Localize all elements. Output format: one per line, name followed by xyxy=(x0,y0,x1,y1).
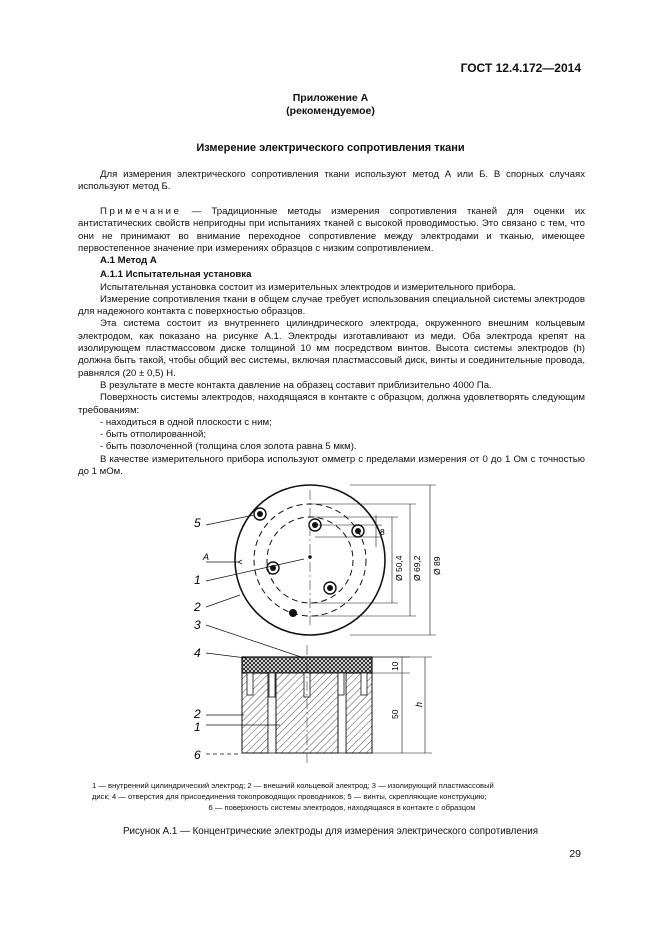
legend-line: диск; 4 — отверстия для присоединения токопроводящих проводников; 5 — винты, скрепляющие конструкцию; xyxy=(92,792,487,802)
label-6: 6 xyxy=(194,748,201,762)
legend-line: 6 — поверхность системы электродов, находящаяся в контакте с образцом xyxy=(208,803,476,813)
appendix-title: Приложение А xyxy=(292,92,369,104)
leader-line xyxy=(206,653,246,658)
screw-head-icon xyxy=(355,528,361,534)
method-a-block xyxy=(78,255,585,478)
label-3: 3 xyxy=(194,618,201,632)
screw-bore xyxy=(269,673,275,697)
side-view xyxy=(193,618,432,765)
center-point-icon xyxy=(308,555,312,559)
dim-50: 50 xyxy=(390,709,400,719)
requirement-item: - находиться в одной плоскости с ним; xyxy=(100,416,272,428)
label-2-side: 2 xyxy=(194,707,201,721)
legend-line: 1 — внутренний цилиндрический электрод; 2 — внешний кольцевой электрод; 3 — изолирующий пластмассовый xyxy=(92,781,494,790)
figure-caption: Рисунок А.1 — Концентрические электроды для измерения электрического сопротивления xyxy=(122,826,539,837)
intro-paragraph: Для измерения электрического сопротивления ткани используют метод А или Б. В спорных случаях используют метод Б. xyxy=(78,169,585,193)
label-5: 5 xyxy=(194,516,201,530)
note-text: — Традиционные методы измерения сопротивления тканей для оценки их антистатических свойств непригодны при испытаниях тканей с высокой проводимостью. Это связано с тем, что они не принимают во внимание переходное сопротивление между электродами и тканью, имеющее первостепенное значение при измерениях образцов с низким сопротивлением. xyxy=(78,206,585,254)
leader-line xyxy=(206,625,304,658)
note-paragraph xyxy=(78,206,585,255)
appendix-subtitle: (рекомендуемое) xyxy=(286,105,375,117)
appendix-title-block xyxy=(0,92,661,118)
leader-line xyxy=(206,595,240,607)
intro-block xyxy=(78,169,585,194)
requirement-item: - быть отполированной; xyxy=(100,429,207,441)
label-a: А xyxy=(203,552,210,562)
method-a-heading: А.1 Метод А xyxy=(100,255,157,266)
label-4: 4 xyxy=(194,646,201,660)
dim-89: Ø 89 xyxy=(432,556,442,575)
requirement-item: - быть позолоченной (толщина слоя золота равна 5 мкм). xyxy=(100,441,357,453)
label-2: 2 xyxy=(194,600,201,614)
section-arrow-icon xyxy=(238,560,242,564)
body-paragraph: В качестве измерительного прибора используют омметр с пределами измерения от 0 до 1 Ом с точностью до 1 мОм. xyxy=(78,453,585,478)
top-view xyxy=(193,485,442,635)
page-number: 29 xyxy=(569,848,581,860)
body-paragraph: Испытательная установка состоит из измерительных электродов и измерительного прибора. xyxy=(100,281,517,293)
dim-8: 8 xyxy=(380,527,385,537)
dim-h: h xyxy=(414,701,424,707)
body-paragraph: В результате в месте контакта давление на образец составит приблизительно 4000 Па. xyxy=(100,379,492,391)
hole-icon xyxy=(289,609,297,617)
outer-ring-left xyxy=(242,673,268,753)
method-a-subheading: А.1.1 Испытательная установка xyxy=(100,269,252,281)
body-paragraph: Измерение сопротивления ткани в общем случае требует использования специальной системы электродов для надежного контакта с поверхностью образцов. xyxy=(78,293,585,318)
screw-head-icon xyxy=(327,585,333,591)
label-1-side: 1 xyxy=(194,720,201,734)
note-block xyxy=(78,206,585,255)
standard-header: ГОСТ 12.4.172—2014 xyxy=(460,61,581,75)
screw-bore xyxy=(247,673,253,695)
section-title: Измерение электрического сопротивления ткани xyxy=(196,142,465,154)
note-label: Примечание xyxy=(100,206,182,217)
screw-bore xyxy=(338,673,344,695)
screw-bore xyxy=(361,673,367,695)
body-paragraph: Поверхность системы электродов, находящаяся в контакте с образцом, должна удовлетворять следующим требованиям: xyxy=(78,392,585,416)
screw-head-icon xyxy=(257,511,263,517)
outer-ring-right xyxy=(346,673,372,753)
dim-50-4: Ø 50,4 xyxy=(394,555,404,581)
label-1: 1 xyxy=(194,573,201,587)
body-paragraph: Эта система состоит из внутреннего цилиндрического электрода, окруженного внешним кольцевым электродом, как показано на рисунке А.1. Электроды изготавливают из меди. Оба электрода крепят на изолирующем пластмассовом диске толщиной 10 мм посредством винтов. Высота системы электродов (h) должна быть такой, чтобы общий вес системы, включая пластмассовый диск, винты и соединительные провода, равнялся (20 ± 0,5) Н. xyxy=(78,318,585,379)
dim-69-2: Ø 69,2 xyxy=(412,555,422,581)
dim-10: 10 xyxy=(390,661,400,671)
electrode-figure xyxy=(170,475,490,771)
figure-legend xyxy=(92,780,592,814)
